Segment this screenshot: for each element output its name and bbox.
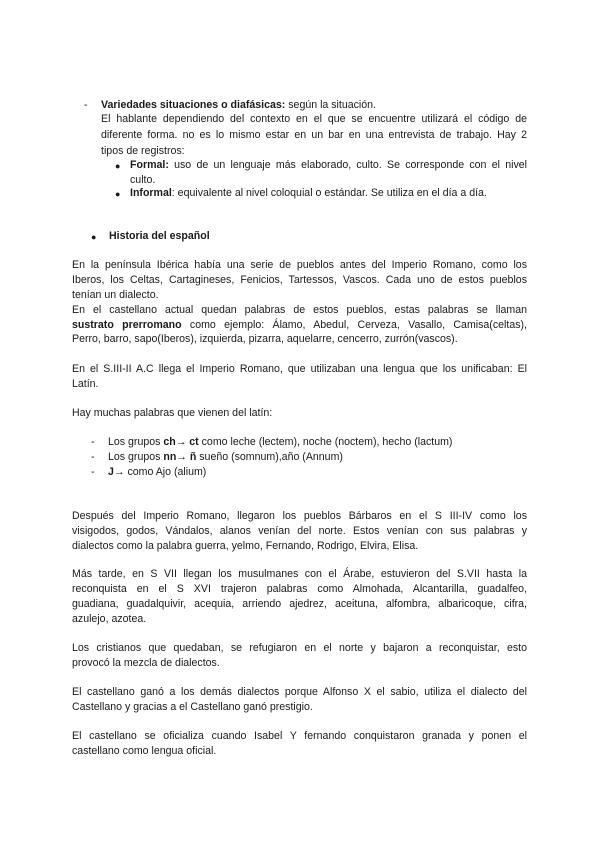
paragraph-line: tipos de registros:	[101, 145, 185, 157]
paragraph-line: castellano como lengua oficial.	[72, 745, 217, 757]
paragraph-line: Hay muchas palabras que vienen del latín:	[72, 407, 273, 419]
paragraph-line: Más tarde, en S VII llegan los musulmanes con el Árabe, estuvieron del S.VII hasta la	[72, 568, 527, 580]
paragraph-line: guadiana, guadalquivir, acequia, arriendo ajedrez, aceituna, alfombra, albaricoque, cifra,	[72, 598, 527, 610]
paragraph-line: El castellano ganó a los demás dialectos porque Alfonso X el sabio, utiliza el dialecto del	[72, 686, 527, 698]
bullet-dot: ●	[91, 232, 97, 242]
paragraph-line: En el S.III-II A.C llega el Imperio Romano, que utilizaban una lengua que los unificaban: El	[72, 363, 527, 375]
section-heading-historia: Historia del español	[109, 230, 210, 242]
paragraph-line: tenían un dialecto.	[72, 289, 159, 301]
list-item-latin: J→ como Ajo (alium)	[108, 466, 207, 478]
paragraph-line: En la península Ibérica había una serie de pueblos antes del Imperio Romano, como los	[72, 259, 527, 271]
bullet-dot: ●	[115, 161, 121, 171]
paragraph-line: provocó la mezcla de dialectos.	[72, 657, 220, 669]
paragraph-line: diferente forma. no es lo mismo estar en un bar en una entrevista de trabajo. Hay 2	[101, 129, 527, 141]
paragraph-line: Perro, barro, sapo(Iberos), izquierda, pizarra, aquelarre, cencerro, zurrón(vascos).	[72, 333, 458, 345]
paragraph-line: El castellano se oficializa cuando Isabel Y fernando conquistaron granada y ponen el	[72, 730, 527, 742]
paragraph-line: Después del Imperio Romano, llegaron los pueblos Bárbaros en el S III-IV como los	[72, 510, 527, 522]
dash-bullet: -	[84, 99, 88, 111]
paragraph-line: azulejo, azotea.	[72, 613, 147, 625]
paragraph-line: En el castellano actual quedan palabras de estos pueblos, estas palabras se llaman	[72, 304, 527, 316]
dash-bullet: -	[91, 466, 95, 478]
paragraph-line: Latín.	[72, 378, 99, 390]
list-item-latin: Los grupos nn→ ñ sueño (somnum),año (Annum)	[108, 451, 343, 463]
list-item-informal: Informal: equivalente al nivel coloquial o estándar. Se utiliza en el día a día.	[130, 187, 487, 199]
dash-bullet: -	[91, 451, 95, 463]
paragraph-line: El hablante dependiendo del contexto en el que se encuentre utilizará el código de	[101, 113, 527, 125]
list-item-latin: Los grupos ch→ ct como leche (lectem), noche (noctem), hecho (lactum)	[108, 436, 453, 448]
paragraph-line: Los cristianos que quedaban, se refugiaron en el norte y bajaron a reconquistar, esto	[72, 642, 527, 654]
list-item-formal-cont: culto.	[130, 174, 156, 186]
dash-bullet: -	[91, 436, 95, 448]
paragraph-line: Iberos, los Celtas, Cartagineses, Fenicios, Tartessos, Vascos. Cada uno de estos pueblos	[72, 274, 527, 286]
paragraph-line: reconquista en el S XVI trajeron palabras como Almohada, Alcantarilla, guadalfeo,	[72, 583, 527, 595]
bullet-dot: ●	[115, 189, 121, 199]
paragraph-line: visigodos, godos, Vándalos, alanos venían del norte. Estos venían con sus palabras y	[72, 525, 527, 537]
paragraph-line: Castellano y gracias a el Castellano ganó prestigio.	[72, 701, 313, 713]
paragraph-line: sustrato prerromano como ejemplo: Álamo, Abedul, Cerveza, Vasallo, Camisa(celtas),	[72, 319, 527, 331]
section-heading-diafasicas: Variedades situaciones o diafásicas: según la situación.	[101, 99, 377, 111]
list-item-formal: Formal: uso de un lenguaje más elaborado, culto. Se corresponde con el nivel	[130, 159, 527, 171]
paragraph-line: dialectos como la palabra guerra, yelmo, Fernando, Rodrigo, Elvira, Elisa.	[72, 540, 419, 552]
